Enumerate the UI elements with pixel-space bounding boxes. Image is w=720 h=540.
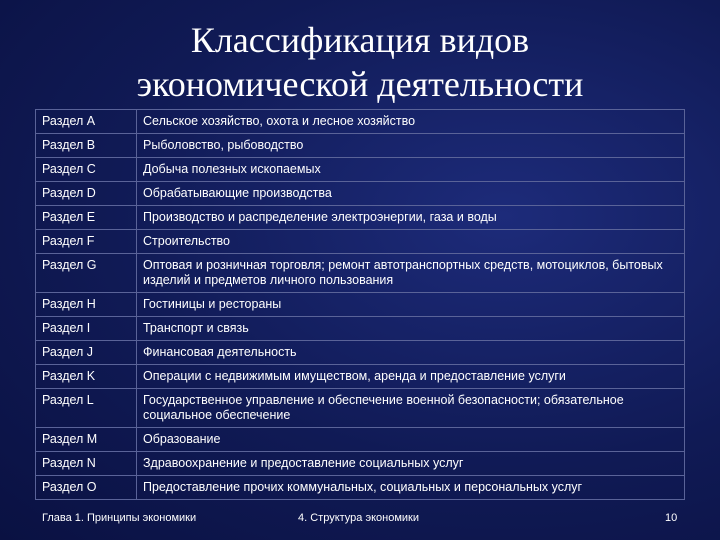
slide-title-line-1: Классификация видов <box>190 20 530 60</box>
section-code-cell: Раздел H <box>36 293 137 317</box>
section-code-cell: Раздел O <box>36 476 137 500</box>
section-description-cell: Предоставление прочих коммунальных, социальных и персональных услуг <box>137 476 685 500</box>
classification-table <box>35 109 685 500</box>
section-code-cell: Раздел N <box>36 452 137 476</box>
slide-title-line-2: экономической деятельности <box>136 64 584 104</box>
footer-topic: 4. Структура экономики <box>298 512 419 524</box>
section-description-cell: Добыча полезных ископаемых <box>137 158 685 182</box>
section-description-cell: Транспорт и связь <box>137 317 685 341</box>
section-description-cell: Строительство <box>137 230 685 254</box>
section-code-cell: Раздел G <box>36 254 137 293</box>
section-description-cell: Образование <box>137 428 685 452</box>
section-code-cell: Раздел K <box>36 365 137 389</box>
table-row <box>36 254 685 293</box>
table-row <box>36 452 685 476</box>
section-code-cell: Раздел I <box>36 317 137 341</box>
section-description-cell: Здравоохранение и предоставление социальных услуг <box>137 452 685 476</box>
section-code-cell: Раздел E <box>36 206 137 230</box>
section-description-cell: Производство и распределение электроэнергии, газа и воды <box>137 206 685 230</box>
section-code-cell: Раздел J <box>36 341 137 365</box>
table-row <box>36 428 685 452</box>
section-code-cell: Раздел M <box>36 428 137 452</box>
table-row <box>36 476 685 500</box>
section-description-cell: Рыболовство, рыбоводство <box>137 134 685 158</box>
table-row <box>36 230 685 254</box>
table-row <box>36 182 685 206</box>
table-row <box>36 365 685 389</box>
table-row <box>36 293 685 317</box>
table-row <box>36 389 685 428</box>
section-description-cell: Государственное управление и обеспечение военной безопасности; обязательное социальное обеспечение <box>137 389 685 428</box>
section-code-cell: Раздел F <box>36 230 137 254</box>
table-row <box>36 206 685 230</box>
section-description-cell: Сельское хозяйство, охота и лесное хозяйство <box>137 110 685 134</box>
section-code-cell: Раздел D <box>36 182 137 206</box>
table-row <box>36 158 685 182</box>
section-code-cell: Раздел L <box>36 389 137 428</box>
table-row <box>36 341 685 365</box>
section-description-cell: Оптовая и розничная торговля; ремонт автотранспортных средств, мотоциклов, бытовых изделий и предметов личного пользования <box>137 254 685 293</box>
section-description-cell: Финансовая деятельность <box>137 341 685 365</box>
table-row <box>36 110 685 134</box>
slide-title <box>0 18 720 106</box>
footer-chapter: Глава 1. Принципы экономики <box>42 512 197 524</box>
section-description-cell: Гостиницы и рестораны <box>137 293 685 317</box>
table-row <box>36 317 685 341</box>
table-row <box>36 134 685 158</box>
section-code-cell: Раздел C <box>36 158 137 182</box>
section-code-cell: Раздел B <box>36 134 137 158</box>
section-description-cell: Операции с недвижимым имуществом, аренда и предоставление услуги <box>137 365 685 389</box>
section-description-cell: Обрабатывающие производства <box>137 182 685 206</box>
section-code-cell: Раздел A <box>36 110 137 134</box>
footer-page-number: 10 <box>665 512 678 524</box>
